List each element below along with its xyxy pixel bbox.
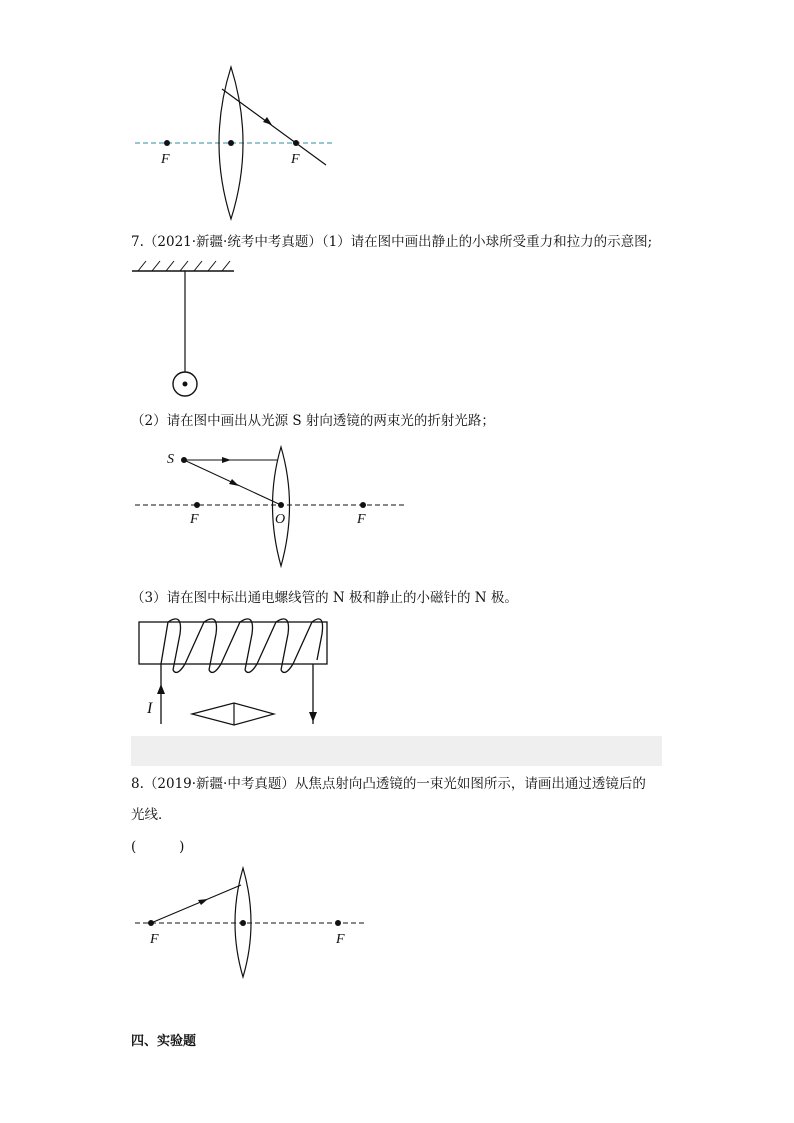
shaded-band xyxy=(131,736,662,766)
focus-label-left: F xyxy=(161,152,170,167)
focus-dot-left xyxy=(148,920,154,926)
q8-text-line1: 从焦点射向凸透镜的一束光如图所示，请画出通过透镜后的 xyxy=(294,776,646,792)
q8-source: （2019·新疆·中考真题） xyxy=(143,776,295,792)
focus-label-right: F xyxy=(357,512,366,527)
focus-dot-right xyxy=(335,920,341,926)
focus-dot-left xyxy=(194,502,200,508)
focus-dot-right xyxy=(293,140,299,146)
q7-part3: （3）请在图中标出通电螺线管的 N 极和静止的小磁针的 N 极。 xyxy=(131,590,518,606)
center-dot xyxy=(278,502,284,508)
q8-text-line2: 光线． xyxy=(131,807,172,823)
lens-center-dot xyxy=(228,140,234,146)
light-ray xyxy=(222,89,326,165)
section-title: 四、实验题 xyxy=(131,1034,197,1049)
focus-dot-left xyxy=(164,140,170,146)
q7-heading xyxy=(131,232,652,252)
hanging-ball-diagram xyxy=(130,256,240,400)
ray-arrow xyxy=(263,117,272,125)
focus-label-right: F xyxy=(291,152,300,167)
focus-label-right: F xyxy=(336,932,345,947)
source-dot xyxy=(181,457,187,463)
focus-label-left: F xyxy=(150,932,159,947)
lens-diagram-top xyxy=(130,62,350,224)
ball-center xyxy=(183,382,188,387)
current-in-arrow xyxy=(157,684,165,694)
q7-part2: （2）请在图中画出从光源 S 射向透镜的两束光的折射光路； xyxy=(131,413,495,429)
center-label-o: O xyxy=(275,512,286,527)
ray-arrow xyxy=(198,899,208,905)
current-label-i: I xyxy=(147,700,153,717)
source-label-s: S xyxy=(167,452,174,467)
q7-part1: （1）请在图中画出静止的小球所受重力和拉力的示意图; xyxy=(321,234,653,250)
q7-source: （2021·新疆·统考中考真题） xyxy=(143,234,322,250)
q8-line1 xyxy=(131,774,646,794)
ray-parallel-arrow xyxy=(222,457,231,463)
focus-label-left: F xyxy=(190,512,199,527)
q7-number: 7. xyxy=(131,234,144,250)
current-out-arrow xyxy=(309,712,317,722)
ray-center-arrow xyxy=(229,479,239,486)
solenoid-diagram xyxy=(130,614,340,730)
focus-ray-lens-diagram xyxy=(130,864,370,980)
light-ray xyxy=(151,885,241,923)
lens-center-dot xyxy=(240,920,246,926)
compass-needle xyxy=(192,703,274,725)
q8-answer-blank: ( ) xyxy=(131,839,185,855)
ceiling-hatch xyxy=(138,261,230,271)
focus-dot-right xyxy=(360,502,366,508)
q8-number: 8. xyxy=(131,776,144,792)
